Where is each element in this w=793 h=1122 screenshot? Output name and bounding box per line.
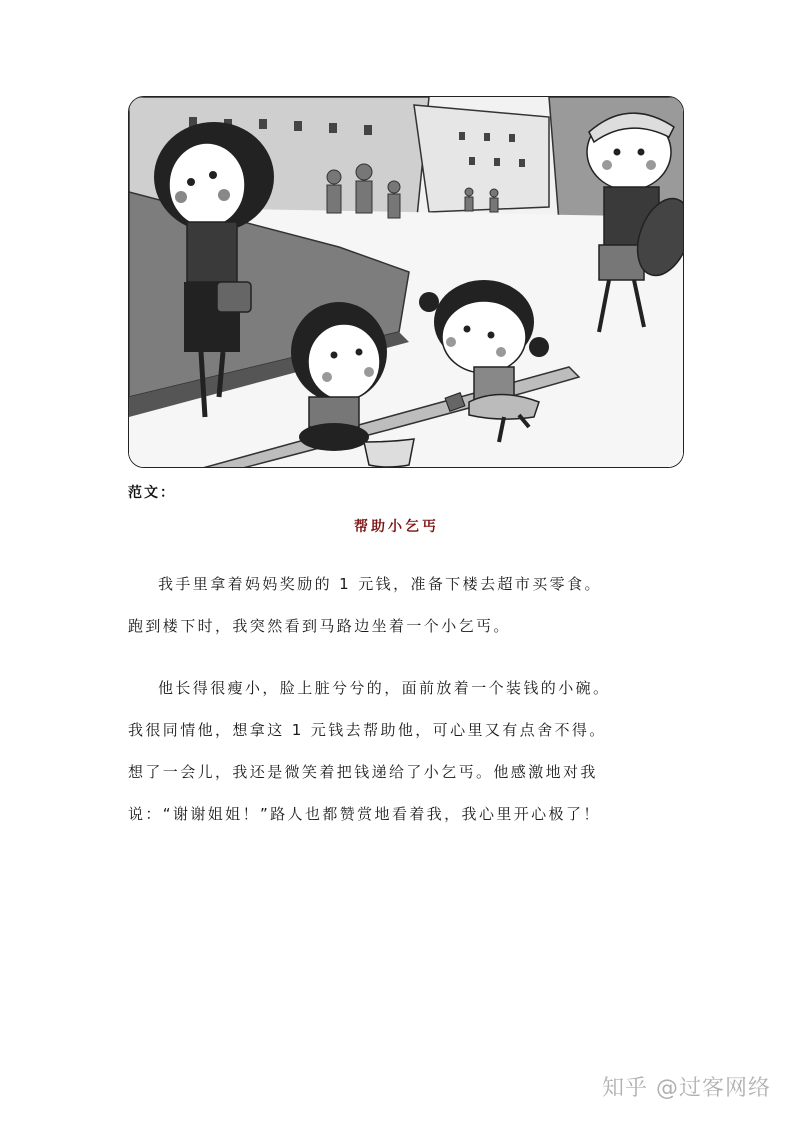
paragraph-line: 他长得很瘦小，脸上脏兮兮的，面前放着一个装钱的小碗。: [158, 679, 611, 697]
building-middle: [414, 105, 549, 212]
paragraph-line: 说：“谢谢姐姐！”路人也都赞赏地看着我，我心里开心极了！: [128, 805, 601, 823]
paragraph-line: 想了一会儿，我还是微笑着把钱递给了小乞丐。他感激地对我: [128, 763, 598, 781]
paragraph-line: 我很同情他，想拿这 1 元钱去帮助他，可心里又有点舍不得。: [128, 721, 607, 739]
street-scene-icon: [129, 97, 684, 468]
zhihu-watermark: 知乎 @过客网络: [602, 1076, 771, 1101]
essay-paragraph-2: [128, 667, 688, 835]
essay-title: 帮助小乞丐: [354, 519, 439, 535]
cartoon-illustration: [128, 96, 684, 468]
sample-essay-label: 范文：: [128, 485, 176, 501]
essay-paragraph-1: [128, 563, 688, 647]
bowl: [364, 439, 414, 467]
paragraph-line: 我手里拿着妈妈奖励的 1 元钱，准备下楼去超市买零食。: [158, 575, 602, 593]
paragraph-line: 跑到楼下时，我突然看到马路边坐着一个小乞丐。: [128, 617, 511, 635]
